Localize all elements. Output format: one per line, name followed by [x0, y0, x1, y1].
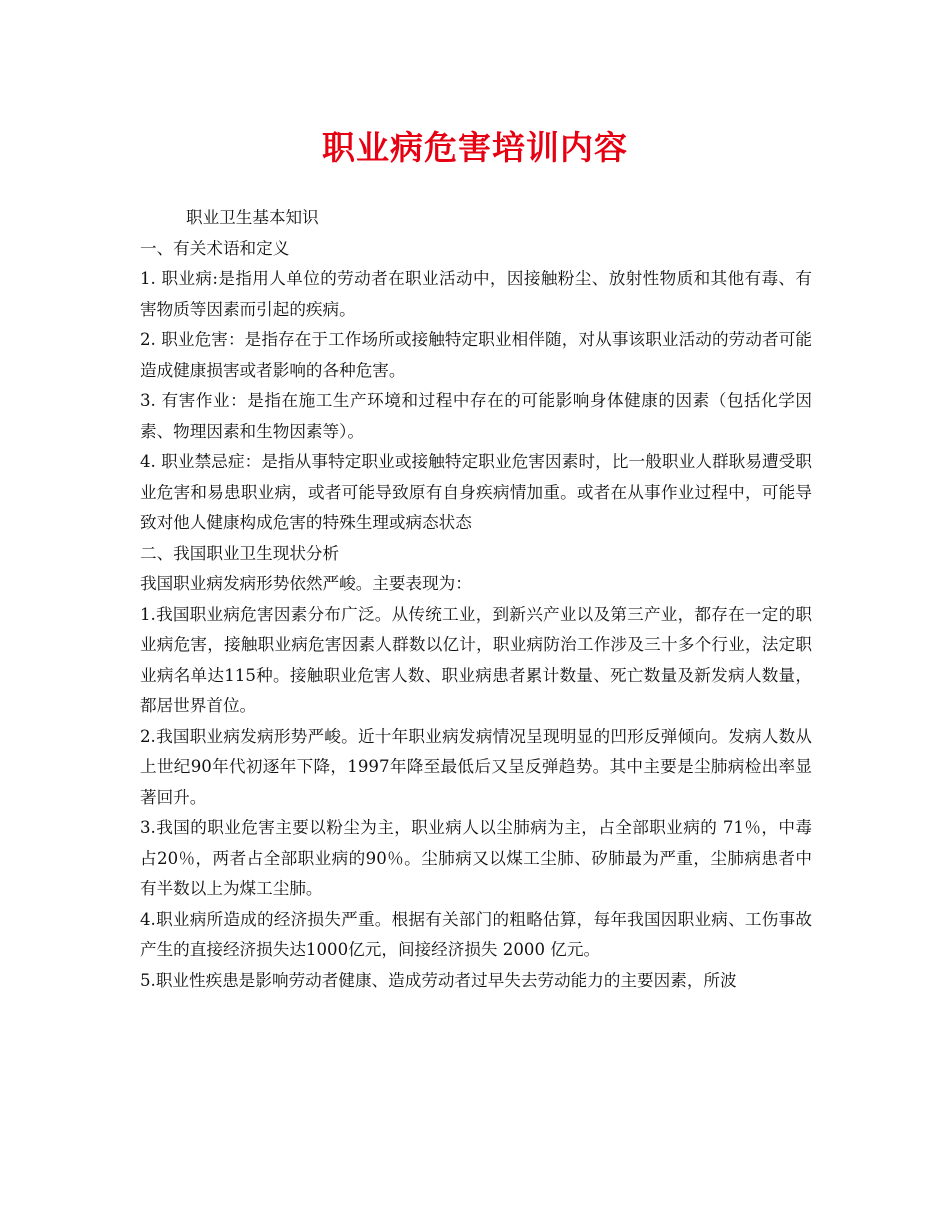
- paragraph-point-4: 4.职业病所造成的经济损失严重。根据有关部门的粗略估算，每年我国因职业病、工伤事故产生的直接经济损失达1000亿元，间接经济损失 2000 亿元。: [140, 909, 812, 959]
- document-body: [140, 203, 812, 996]
- paragraph-point-2: 2.我国职业病发病形势严峻。近十年职业病发病情况呈现明显的凹形反弹倾向。发病人数从上世纪90年代初逐年下降，1997年降至最低后又呈反弹趋势。其中主要是尘肺病检出率显著回升。: [140, 726, 812, 807]
- document-title: 职业病危害培训内容: [322, 128, 628, 167]
- paragraph-definition-contraindication: 4. 职业禁忌症：是指从事特定职业或接触特定职业危害因素时，比一般职业人群耿易遭受职业危害和易患职业病，或者可能导致原有自身疾病情加重。或者在从事作业过程中，可能导致对他人健康构成危害的特殊生理或病态状态: [140, 452, 812, 532]
- paragraph-point-1: 1.我国职业病危害因素分布广泛。从传统工业，到新兴产业以及第三产业，都存在一定的职业病危害，接触职业病危害因素人群数以亿计，职业病防治工作涉及三十多个行业，法定职业病名单达115种。接触职业危害人数、职业病患者累计数量、死亡数量及新发病人数量，都居世界首位。: [140, 604, 812, 715]
- section-heading-terms: 一、有关术语和定义: [140, 238, 290, 258]
- paragraph-point-5: 5.职业性疾患是影响劳动者健康、造成劳动者过早失去劳动能力的主要因素，所波: [140, 970, 737, 990]
- section-heading-basic-knowledge: 职业卫生基本知识: [186, 208, 319, 227]
- paragraph-point-3: 3.我国的职业危害主要以粉尘为主，职业病人以尘肺病为主，占全部职业病的 71％，中毒占20％，两者占全部职业病的90％。尘肺病又以煤工尘肺、矽肺最为严重，尘肺病患者中有半数以上为煤工尘肺。: [140, 818, 812, 898]
- paragraph-definition-harmful-work: 3. 有害作业：是指在施工生产环境和过程中存在的可能影响身体健康的因素（包括化学因素、物理因素和生物因素等）。: [140, 391, 812, 441]
- section-heading-status-analysis: 二、我国职业卫生现状分析: [140, 543, 340, 563]
- paragraph-situation-intro: 我国职业病发病形势依然严峻。主要表现为：: [140, 574, 472, 593]
- paragraph-definition-occupational-hazard: 2. 职业危害：是指存在于工作场所或接触特定职业相伴随，对从事该职业活动的劳动者可能造成健康损害或者影响的各种危害。: [140, 330, 812, 380]
- paragraph-definition-occupational-disease: 1. 职业病:是指用人单位的劳动者在职业活动中，因接触粉尘、放射性物质和其他有毒、有害物质等因素而引起的疾病。: [140, 269, 812, 319]
